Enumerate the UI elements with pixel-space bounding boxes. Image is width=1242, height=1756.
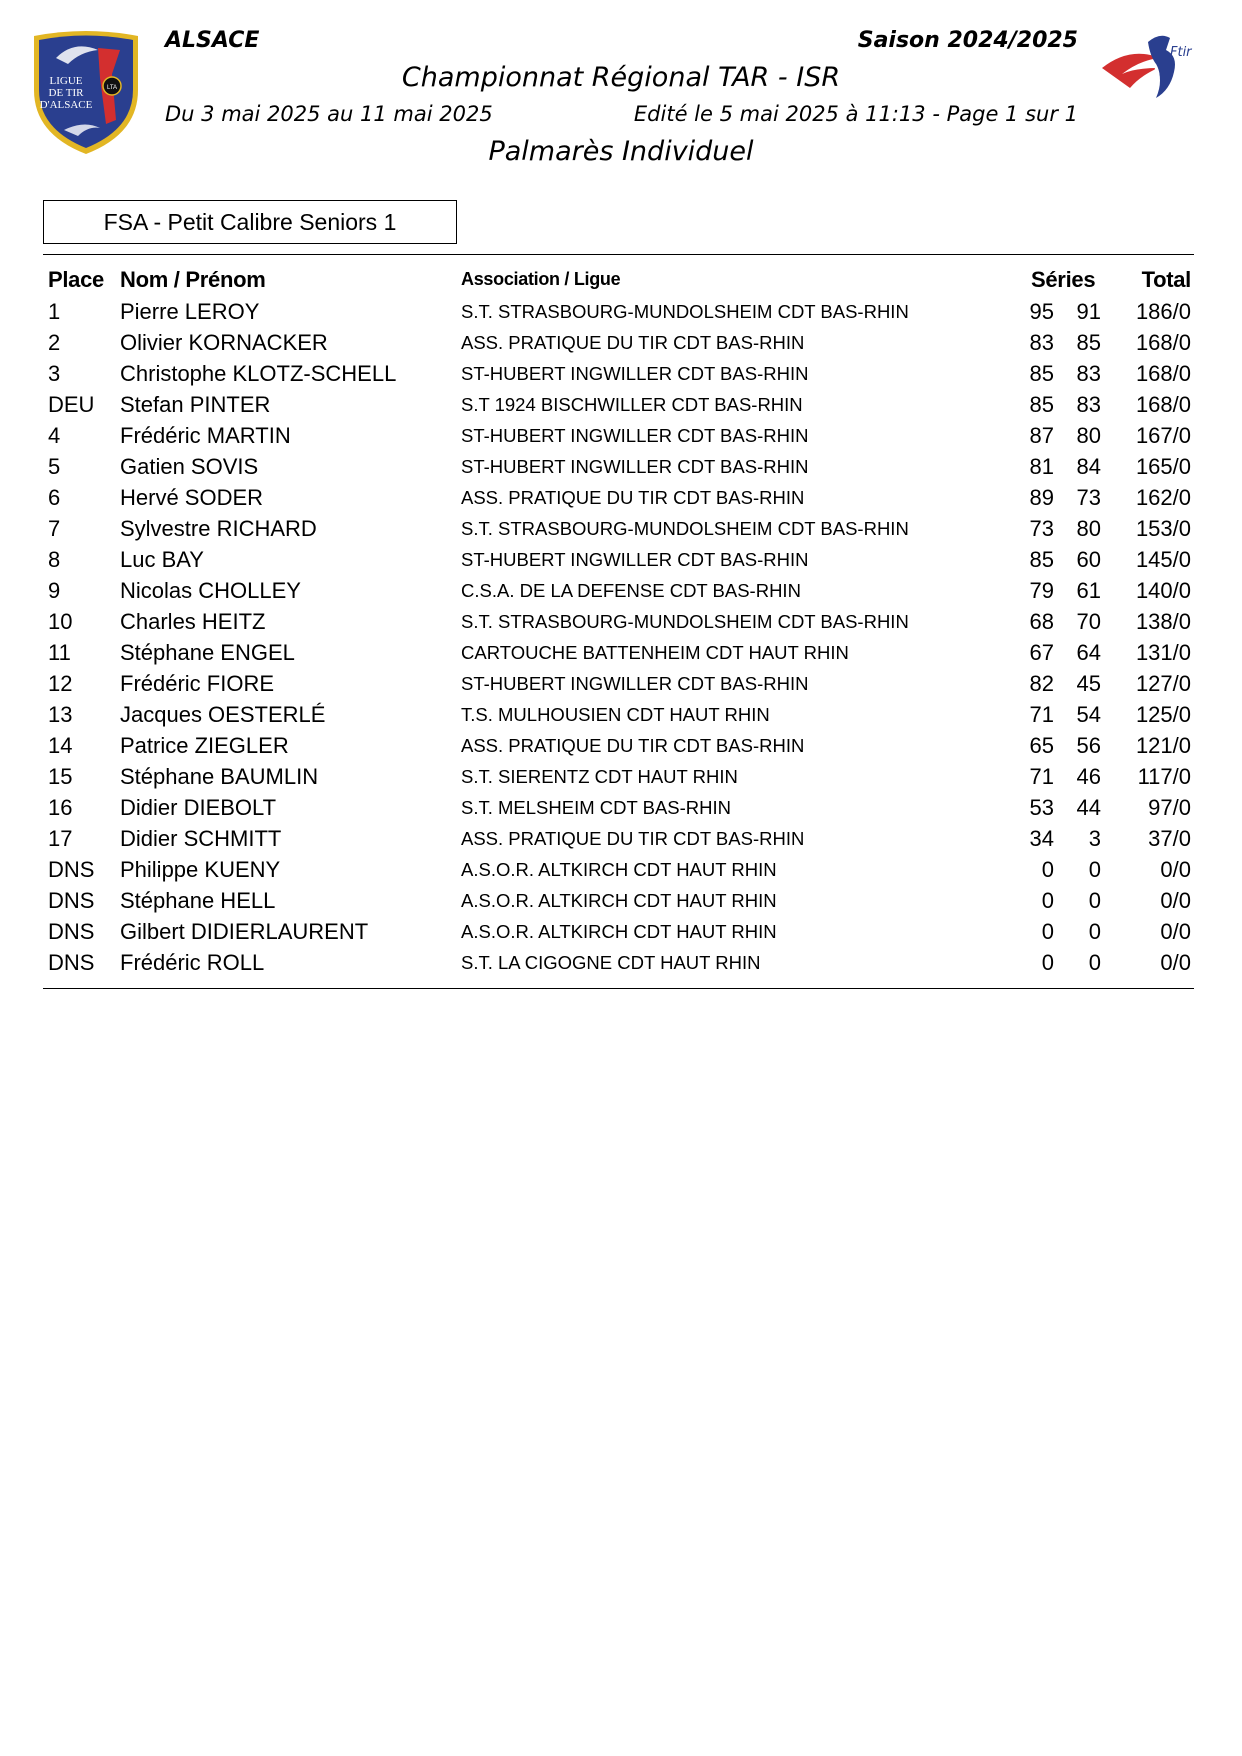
row-place: 5 <box>48 454 61 479</box>
row-series-2: 60 <box>1076 547 1101 572</box>
row-name: Philippe KUENY <box>120 857 281 882</box>
row-name: Hervé SODER <box>120 485 264 510</box>
row-name: Stéphane BAUMLIN <box>120 764 319 789</box>
row-place: 15 <box>48 764 73 789</box>
row-place: 13 <box>48 702 73 727</box>
row-name: Didier DIEBOLT <box>120 795 277 820</box>
row-series-1: 53 <box>1029 795 1054 820</box>
row-name: Patrice ZIEGLER <box>120 733 289 758</box>
row-series-2: 3 <box>1088 826 1101 851</box>
row-name: Gilbert DIDIERLAURENT <box>120 919 369 944</box>
row-total: 131/0 <box>1135 640 1191 665</box>
row-name: Stéphane HELL <box>120 888 276 913</box>
row-total: 168/0 <box>1135 361 1191 386</box>
table-row <box>43 823 1194 854</box>
row-association: S.T 1924 BISCHWILLER CDT BAS-RHIN <box>461 394 803 415</box>
results-table <box>43 264 1194 978</box>
table-row <box>43 575 1194 606</box>
table-row <box>43 792 1194 823</box>
row-place: 2 <box>48 330 61 355</box>
table-row <box>43 420 1194 451</box>
row-series-2: 80 <box>1076 423 1101 448</box>
row-total: 168/0 <box>1135 330 1191 355</box>
row-name: Sylvestre RICHARD <box>120 516 317 541</box>
row-total: 153/0 <box>1135 516 1191 541</box>
table-row <box>43 916 1194 947</box>
row-association: ST-HUBERT INGWILLER CDT BAS-RHIN <box>461 673 809 694</box>
row-total: 97/0 <box>1148 795 1191 820</box>
table-row <box>43 513 1194 544</box>
row-association: ASS. PRATIQUE DU TIR CDT BAS-RHIN <box>461 487 805 508</box>
table-bottom-divider <box>43 988 1194 989</box>
row-series-1: 85 <box>1029 547 1054 572</box>
row-total: 138/0 <box>1135 609 1191 634</box>
col-series-header: Séries <box>1031 267 1096 292</box>
row-series-2: 80 <box>1076 516 1101 541</box>
row-series-2: 0 <box>1088 888 1101 913</box>
col-name-header: Nom / Prénom <box>120 267 266 292</box>
row-association: ASS. PRATIQUE DU TIR CDT BAS-RHIN <box>461 828 805 849</box>
row-association: S.T. LA CIGOGNE CDT HAUT RHIN <box>461 952 761 973</box>
table-row <box>43 482 1194 513</box>
table-row <box>43 730 1194 761</box>
row-place: 11 <box>48 640 71 665</box>
row-series-1: 34 <box>1029 826 1054 851</box>
row-series-1: 85 <box>1029 392 1054 417</box>
row-place: 14 <box>48 733 73 758</box>
table-row <box>43 761 1194 792</box>
row-association: S.T. MELSHEIM CDT BAS-RHIN <box>461 797 732 818</box>
table-row <box>43 668 1194 699</box>
row-series-2: 45 <box>1076 671 1101 696</box>
row-association: A.S.O.R. ALTKIRCH CDT HAUT RHIN <box>461 921 777 942</box>
row-total: 117/0 <box>1137 764 1191 789</box>
table-row <box>43 854 1194 885</box>
row-association: A.S.O.R. ALTKIRCH CDT HAUT RHIN <box>461 859 777 880</box>
row-series-1: 89 <box>1029 485 1054 510</box>
row-total: 0/0 <box>1160 919 1191 944</box>
row-series-2: 54 <box>1076 702 1101 727</box>
row-series-2: 0 <box>1088 919 1101 944</box>
row-association: ST-HUBERT INGWILLER CDT BAS-RHIN <box>461 425 809 446</box>
row-place: DNS <box>48 857 95 882</box>
row-series-2: 64 <box>1076 640 1101 665</box>
logo-badge-text: LTA <box>106 85 118 91</box>
table-row <box>43 544 1194 575</box>
row-name: Christophe KLOTZ-SCHELL <box>120 361 397 386</box>
col-place-header: Place <box>48 267 104 292</box>
table-row <box>43 606 1194 637</box>
row-place: 10 <box>48 609 73 634</box>
row-place: 12 <box>48 671 73 696</box>
row-series-2: 91 <box>1076 299 1101 324</box>
row-association: CARTOUCHE BATTENHEIM CDT HAUT RHIN <box>461 642 849 663</box>
row-total: 125/0 <box>1135 702 1191 727</box>
row-total: 0/0 <box>1160 857 1191 882</box>
table-top-divider <box>43 254 1194 255</box>
row-name: Nicolas CHOLLEY <box>120 578 301 603</box>
row-association: A.S.O.R. ALTKIRCH CDT HAUT RHIN <box>461 890 777 911</box>
row-place: DNS <box>48 888 95 913</box>
row-series-1: 73 <box>1029 516 1054 541</box>
table-row <box>43 296 1194 327</box>
row-series-2: 70 <box>1076 609 1101 634</box>
row-series-1: 0 <box>1041 950 1054 975</box>
row-name: Jacques OESTERLÉ <box>120 702 326 727</box>
row-association: ASS. PRATIQUE DU TIR CDT BAS-RHIN <box>461 735 805 756</box>
row-total: 186/0 <box>1135 299 1191 324</box>
table-row <box>43 885 1194 916</box>
date-range: Du 3 mai 2025 au 11 mai 2025 <box>165 102 493 126</box>
row-series-1: 87 <box>1029 423 1054 448</box>
row-association: S.T. SIERENTZ CDT HAUT RHIN <box>461 766 738 787</box>
row-series-1: 79 <box>1029 578 1054 603</box>
table-row <box>43 358 1194 389</box>
row-association: C.S.A. DE LA DEFENSE CDT BAS-RHIN <box>461 580 801 601</box>
table-row <box>43 699 1194 730</box>
row-place: DNS <box>48 950 95 975</box>
row-association: ST-HUBERT INGWILLER CDT BAS-RHIN <box>461 549 809 570</box>
row-name: Pierre LEROY <box>120 299 260 324</box>
row-place: 16 <box>48 795 73 820</box>
row-place: 7 <box>48 516 61 541</box>
edition-info: Edité le 5 mai 2025 à 11:13 - Page 1 sur 1 <box>633 102 1078 126</box>
row-series-1: 67 <box>1029 640 1054 665</box>
row-series-1: 85 <box>1029 361 1054 386</box>
row-series-2: 83 <box>1076 361 1101 386</box>
table-row <box>43 327 1194 358</box>
row-series-2: 83 <box>1076 392 1101 417</box>
row-total: 37/0 <box>1148 826 1191 851</box>
row-association: S.T. STRASBOURG-MUNDOLSHEIM CDT BAS-RHIN <box>461 301 909 322</box>
row-association: ST-HUBERT INGWILLER CDT BAS-RHIN <box>461 456 809 477</box>
row-association: ASS. PRATIQUE DU TIR CDT BAS-RHIN <box>461 332 805 353</box>
logo-line-3: D'ALSACE <box>39 99 93 111</box>
row-series-2: 56 <box>1076 733 1101 758</box>
row-total: 127/0 <box>1135 671 1191 696</box>
row-name: Stéphane ENGEL <box>120 640 295 665</box>
table-row <box>43 451 1194 482</box>
row-place: 6 <box>48 485 61 510</box>
row-place: 17 <box>48 826 73 851</box>
row-series-2: 46 <box>1076 764 1101 789</box>
row-series-1: 82 <box>1029 671 1054 696</box>
row-name: Luc BAY <box>120 547 204 572</box>
row-total: 167/0 <box>1135 423 1191 448</box>
region-label: ALSACE <box>165 28 260 53</box>
fftir-logo-text: Ftir <box>1170 45 1192 60</box>
row-series-2: 44 <box>1076 795 1101 820</box>
row-series-1: 95 <box>1029 299 1054 324</box>
row-name: Charles HEITZ <box>120 609 266 634</box>
row-series-1: 65 <box>1029 733 1054 758</box>
row-name: Stefan PINTER <box>120 392 271 417</box>
row-association: S.T. STRASBOURG-MUNDOLSHEIM CDT BAS-RHIN <box>461 518 909 539</box>
row-total: 168/0 <box>1135 392 1191 417</box>
row-name: Frédéric ROLL <box>120 950 265 975</box>
row-total: 121/0 <box>1135 733 1191 758</box>
page-title: Championnat Régional TAR - ISR <box>401 62 841 93</box>
row-place: 4 <box>48 423 61 448</box>
logo-line-2: DE TIR <box>48 87 84 99</box>
table-row <box>43 947 1194 978</box>
table-row <box>43 389 1194 420</box>
row-total: 140/0 <box>1135 578 1191 603</box>
row-association: S.T. STRASBOURG-MUNDOLSHEIM CDT BAS-RHIN <box>461 611 909 632</box>
row-series-1: 81 <box>1029 454 1054 479</box>
table-body <box>43 296 1194 978</box>
col-association-header: Association / Ligue <box>461 269 621 289</box>
row-series-1: 71 <box>1029 764 1054 789</box>
row-place: DNS <box>48 919 95 944</box>
row-total: 145/0 <box>1135 547 1191 572</box>
row-name: Didier SCHMITT <box>120 826 282 851</box>
row-series-1: 71 <box>1029 702 1054 727</box>
row-series-2: 85 <box>1076 330 1101 355</box>
row-name: Frédéric FIORE <box>120 671 275 696</box>
row-total: 162/0 <box>1135 485 1191 510</box>
row-series-1: 0 <box>1041 919 1054 944</box>
logo-line-1: LIGUE <box>49 75 83 87</box>
row-place: 8 <box>48 547 61 572</box>
row-name: Gatien SOVIS <box>120 454 259 479</box>
row-series-1: 0 <box>1041 888 1054 913</box>
row-series-1: 83 <box>1029 330 1054 355</box>
row-name: Olivier KORNACKER <box>120 330 328 355</box>
category-title: FSA - Petit Calibre Seniors 1 <box>43 200 457 244</box>
row-total: 165/0 <box>1135 454 1191 479</box>
row-series-2: 73 <box>1076 485 1101 510</box>
page-subtitle: Palmarès Individuel <box>488 136 754 167</box>
col-total-header: Total <box>1141 267 1191 292</box>
row-association: T.S. MULHOUSIEN CDT HAUT RHIN <box>461 704 770 725</box>
row-series-2: 0 <box>1088 950 1101 975</box>
row-series-2: 61 <box>1076 578 1101 603</box>
row-total: 0/0 <box>1160 950 1191 975</box>
table-row <box>43 637 1194 668</box>
row-series-2: 84 <box>1076 454 1101 479</box>
row-total: 0/0 <box>1160 888 1191 913</box>
row-association: ST-HUBERT INGWILLER CDT BAS-RHIN <box>461 363 809 384</box>
season-label: Saison 2024/2025 <box>857 28 1078 53</box>
row-series-1: 0 <box>1041 857 1054 882</box>
row-series-2: 0 <box>1088 857 1101 882</box>
row-place: DEU <box>48 392 95 417</box>
row-place: 9 <box>48 578 61 603</box>
table-header <box>43 264 1194 296</box>
row-place: 3 <box>48 361 61 386</box>
row-name: Frédéric MARTIN <box>120 423 291 448</box>
row-place: 1 <box>48 299 61 324</box>
row-series-1: 68 <box>1029 609 1054 634</box>
